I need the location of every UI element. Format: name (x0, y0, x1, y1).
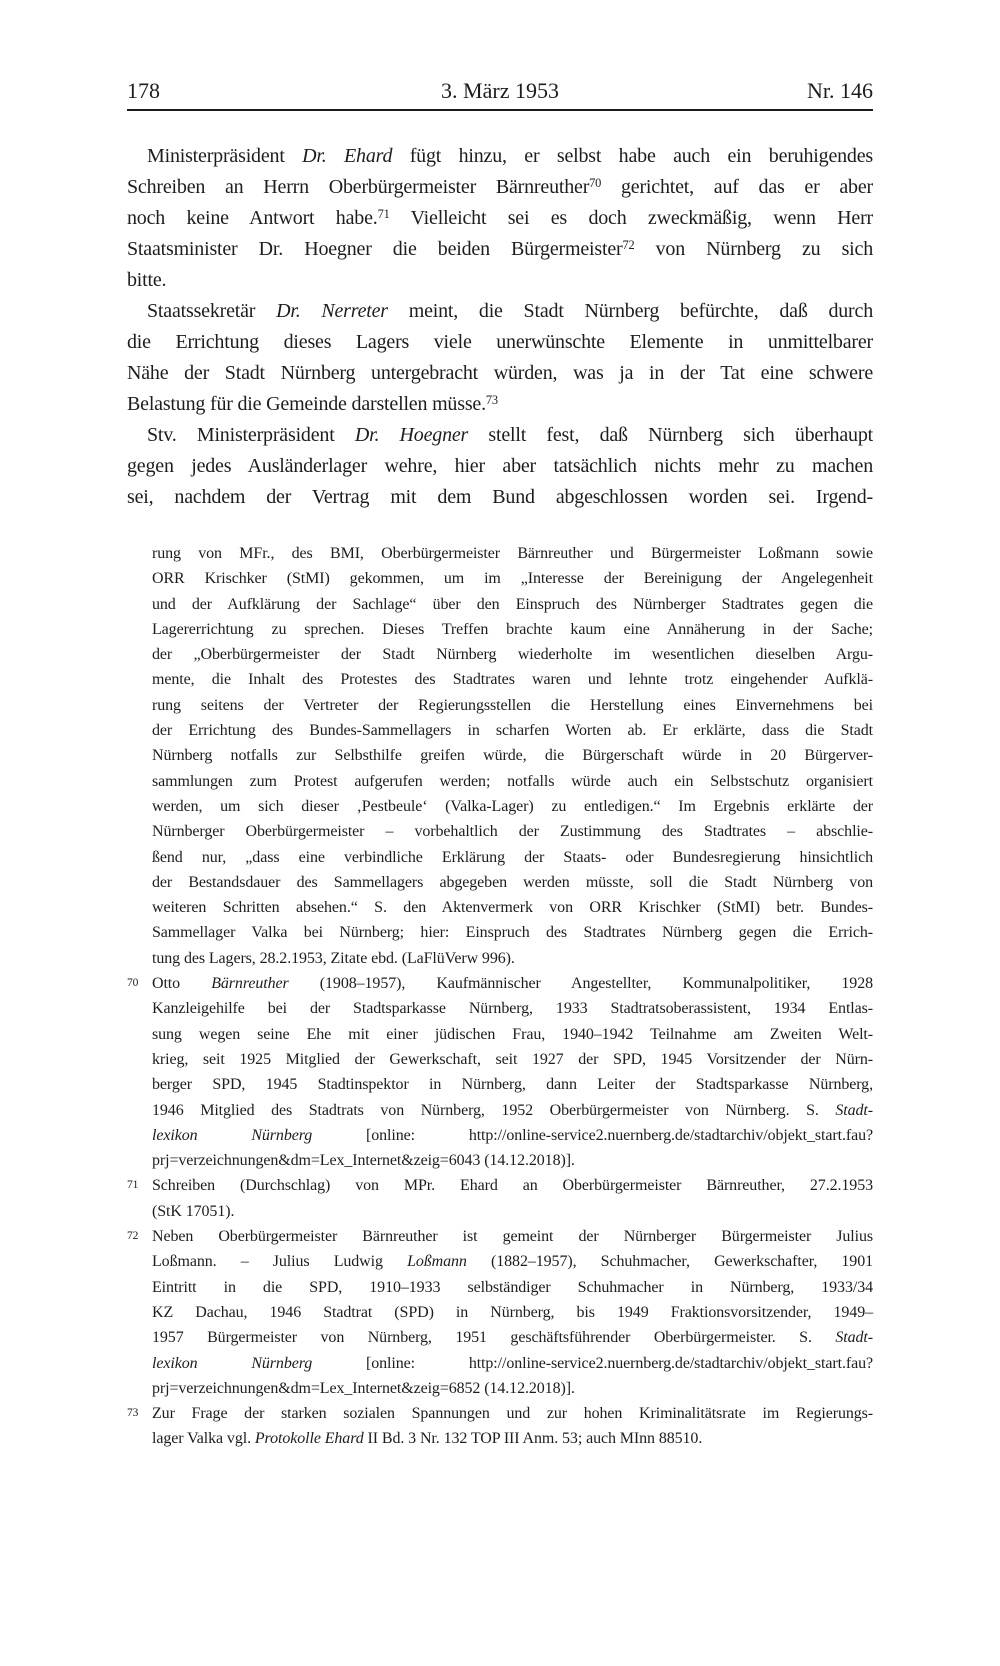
footnote-marker: 70 (127, 977, 139, 990)
text-run: krieg, seit 1925 Mitglied der Gewerkschaft, seit 1927 der SPD, 1945 Vorsitzender der Nürn- (152, 1050, 873, 1068)
footnote (127, 1173, 873, 1224)
text-run: Belastung für die Gemeinde darstellen müsse. (127, 393, 486, 415)
text-line (127, 451, 873, 482)
text-run: (1882–1957), Schuhmacher, Gewerkschafter, 1901 (466, 1253, 873, 1271)
text-run: Stadt- (835, 1329, 873, 1347)
footnote-continuation (152, 541, 873, 971)
text-run: Protokolle Ehard (254, 1430, 364, 1448)
text-run: weiteren Schritten absehen.“ S. den Aktenvermerk von ORR Krischker (StMI) betr. Bundes- (152, 899, 873, 917)
text-line (152, 718, 873, 743)
footnote-reference: 73 (485, 393, 498, 408)
text-line (152, 769, 873, 794)
text-run: Sammellager Valka bei Nürnberg; hier: Einspruch des Stadtrates Nürnberg gegen die Errich- (152, 924, 873, 942)
text-run: rung von MFr., des BMI, Oberbürgermeister Bärnreuther und Bürgermeister Loßmann sowie (152, 545, 873, 562)
text-run: noch keine Antwort habe. (127, 207, 378, 229)
text-run: [online: http://online-service2.nuernberg.de/stadtarchiv/objekt_start.fau? (312, 1126, 873, 1144)
text-run: ORR Krischker (StMI) gekommen, um im „Interesse der Bereinigung der Angelegenheit (152, 570, 873, 588)
text-run: werden, um sich dieser ‚Pestbeule‘ (Valka-Lager) zu entledigen.“ Im Ergebnis erklärte der (152, 797, 873, 815)
text-line (152, 819, 873, 844)
text-run: Bärnreuther (211, 975, 289, 993)
text-run: Otto (152, 975, 212, 993)
page-number: 178 (127, 78, 160, 103)
text-run: 1957 Bürgermeister von Nürnberg, 1951 geschäftsführender Oberbürgermeister. S. (152, 1329, 836, 1347)
text-run: der „Oberbürgermeister der Stadt Nürnberg wiederholte im wesentlichen dieselben Argu- (152, 646, 873, 664)
text-line (152, 1325, 873, 1350)
text-run: sung wegen seine Ehe mit einer jüdischen Frau, 1940–1942 Teilnahme am Zweiten Welt- (152, 1025, 873, 1043)
text-run: meint, die Stadt Nürnberg befürchte, daß durch (387, 300, 873, 322)
text-run: Dr. Nerreter (276, 300, 388, 322)
text-run: Staatssekretär (147, 300, 277, 322)
text-run: tung des Lagers, 28.2.1953, Zitate ebd. (LaFlüVerw 996). (152, 949, 515, 967)
text-line (152, 1148, 873, 1173)
text-line (152, 946, 873, 971)
text-run: Nähe der Stadt Nürnberg untergebracht würden, was ja in der Tat eine schwere (127, 362, 873, 384)
text-run: der Bestandsdauer des Sammellagers abgegeben werden müsste, soll die Stadt Nürnberg von (152, 873, 873, 891)
text-line (152, 1047, 873, 1072)
text-line (152, 1173, 873, 1198)
text-run: berger SPD, 1945 Stadtinspektor in Nürnberg, dann Leiter der Stadtsparkasse Nürnberg, (152, 1076, 873, 1094)
text-run: gegen jedes Ausländerlager wehre, hier aber tatsächlich nichts mehr zu machen (127, 455, 873, 477)
text-run: die Errichtung dieses Lagers viele unerwünschte Elemente in unmittelbarer (127, 331, 873, 353)
text-run: stellt fest, daß Nürnberg sich überhaupt (468, 424, 873, 446)
text-run: fügt hinzu, er selbst habe auch ein beruhigendes (392, 145, 873, 167)
text-run: lexikon Nürnberg (152, 1354, 313, 1372)
text-line (127, 172, 873, 203)
text-run: Schreiben an Herrn Oberbürgermeister Bärnreuther (127, 176, 590, 198)
text-run: sammlungen zum Protest aufgerufen werden; notfalls würde auch ein Selbstschutz organisiert (152, 772, 873, 790)
header-document-number: Nr. 146 (807, 78, 874, 103)
text-run: Dr. Hoegner (354, 424, 469, 446)
text-line (152, 895, 873, 920)
text-run: der Errichtung des Bundes-Sammellagers in scharfen Worten ab. Er erklärte, dass die Stadt (152, 722, 873, 740)
text-run: 1946 Mitglied des Stadtrats von Nürnberg, 1952 Oberbürgermeister von Nürnberg. S. (152, 1101, 836, 1119)
footnote-reference: 72 (622, 238, 635, 253)
text-line (152, 845, 873, 870)
text-run: bitte. (127, 269, 167, 291)
text-line (152, 592, 873, 617)
text-run: Loßmann. – Julius Ludwig (152, 1253, 408, 1271)
text-run: Stadt- (835, 1101, 873, 1119)
text-line (152, 1123, 873, 1148)
text-line (152, 1072, 873, 1097)
page-header (127, 78, 873, 111)
text-line (152, 1376, 873, 1401)
text-line (152, 693, 873, 718)
text-run: Vielleicht sei es doch zweckmäßig, wenn Herr (389, 207, 874, 229)
text-line (152, 920, 873, 945)
text-line (152, 1199, 873, 1224)
body-paragraph (127, 420, 873, 513)
text-run: (StK 17051). (152, 1202, 235, 1220)
text-line (152, 566, 873, 591)
text-line (152, 1275, 873, 1300)
text-line (152, 1249, 873, 1274)
text-run: ßend nur, „dass eine verbindliche Erklärung der Staats- oder Bundesregierung hinsichtlich (152, 848, 873, 866)
text-line (152, 541, 873, 566)
text-run: lager Valka vgl. (152, 1430, 255, 1448)
text-line (127, 420, 873, 451)
text-run: Eintritt in die SPD, 1910–1933 selbständiger Schuhmacher in Nürnberg, 1933/34 (152, 1278, 873, 1296)
text-run: Stv. Ministerpräsident (147, 424, 355, 446)
text-run: Loßmann (407, 1253, 467, 1271)
text-run: Neben Oberbürgermeister Bärnreuther ist gemeint der Nürnberger Bürgermeister Julius (152, 1228, 873, 1246)
text-run: rung seitens der Vertreter der Regierungsstellen die Herstellung eines Einvernehmens bei (152, 696, 873, 714)
footnote (127, 1401, 873, 1452)
text-line (127, 203, 873, 234)
text-line (152, 667, 873, 692)
text-line (152, 1426, 873, 1451)
text-line (127, 234, 873, 265)
body-paragraph (127, 141, 873, 296)
text-run: Kanzleigehilfe bei der Stadtsparkasse Nürnberg, 1933 Stadtratsoberassistent, 1934 Entlas- (152, 1000, 873, 1018)
text-run: mente, die Inhalt des Protestes des Stadtrates waren und lehnte trotz eingehender Aufklä- (152, 671, 873, 689)
text-line (152, 1022, 873, 1047)
text-run: Lagererrichtung zu sprechen. Dieses Treffen brachte kaum eine Annäherung in der Sache; (152, 620, 873, 638)
text-line (127, 327, 873, 358)
text-run: lexikon Nürnberg (152, 1126, 313, 1144)
text-line (152, 1401, 873, 1426)
text-line (127, 141, 873, 172)
footnote (127, 1224, 873, 1401)
text-run: Ministerpräsident (147, 145, 303, 167)
footnote-section (127, 541, 873, 1452)
text-run: von Nürnberg zu sich (634, 238, 873, 260)
text-line (152, 1224, 873, 1249)
text-run: sei, nachdem der Vertrag mit dem Bund abgeschlossen worden sei. Irgend- (127, 486, 873, 508)
text-run: prj=verzeichnungen&dm=Lex_Internet&zeig=6043 (14.12.2018)]. (152, 1152, 575, 1170)
text-line (152, 971, 873, 996)
text-run: gerichtet, auf das er aber (601, 176, 873, 198)
text-run: KZ Dachau, 1946 Stadtrat (SPD) in Nürnberg, bis 1949 Fraktionsvorsitzender, 1949– (152, 1303, 873, 1321)
text-line (127, 482, 873, 513)
text-run: (1908–1957), Kaufmännischer Angestellter, Kommunalpolitiker, 1928 (288, 975, 873, 993)
text-run: [online: http://online-service2.nuernberg.de/stadtarchiv/objekt_start.fau? (312, 1354, 873, 1372)
text-line (127, 389, 873, 420)
body-paragraph (127, 296, 873, 420)
footnote-marker: 71 (127, 1179, 139, 1192)
text-run: Schreiben (Durchschlag) von MPr. Ehard an Oberbürgermeister Bärnreuther, 27.2.1953 (152, 1177, 873, 1195)
text-line (127, 265, 873, 296)
text-line (152, 794, 873, 819)
text-run: Dr. Ehard (302, 145, 393, 167)
footnote-marker: 72 (127, 1230, 139, 1243)
body-text (127, 141, 873, 513)
text-line (127, 296, 873, 327)
text-line (127, 358, 873, 389)
text-line (152, 1351, 873, 1376)
text-line (152, 996, 873, 1021)
footnote (127, 971, 873, 1173)
text-run: Nürnberger Oberbürgermeister – vorbehaltlich der Zustimmung des Stadtrates – abschlie- (152, 823, 873, 841)
text-run: II Bd. 3 Nr. 132 TOP III Anm. 53; auch MInn 88510. (363, 1430, 703, 1448)
text-run: prj=verzeichnungen&dm=Lex_Internet&zeig=6852 (14.12.2018)]. (152, 1379, 575, 1397)
text-run: und der Aufklärung der Sachlage“ über den Einspruch des Nürnberger Stadtrates gegen die (152, 595, 873, 613)
text-line (152, 870, 873, 895)
text-run: Nürnberg notfalls zur Selbsthilfe greifen würde, die Bürgerschaft würde in 20 Bürgerver- (152, 747, 873, 765)
text-line (152, 1098, 873, 1123)
footnote-marker: 73 (127, 1407, 139, 1420)
text-line (152, 617, 873, 642)
footnote-reference: 71 (377, 207, 390, 222)
text-line (152, 743, 873, 768)
text-line (152, 1300, 873, 1325)
text-line (152, 642, 873, 667)
footnote-reference: 70 (589, 176, 602, 191)
text-run: Zur Frage der starken sozialen Spannungen und zur hohen Kriminalitätsrate im Regierungs- (152, 1405, 873, 1423)
text-run: Staatsminister Dr. Hoegner die beiden Bürgermeister (127, 238, 623, 260)
header-date: 3. März 1953 (441, 78, 559, 103)
